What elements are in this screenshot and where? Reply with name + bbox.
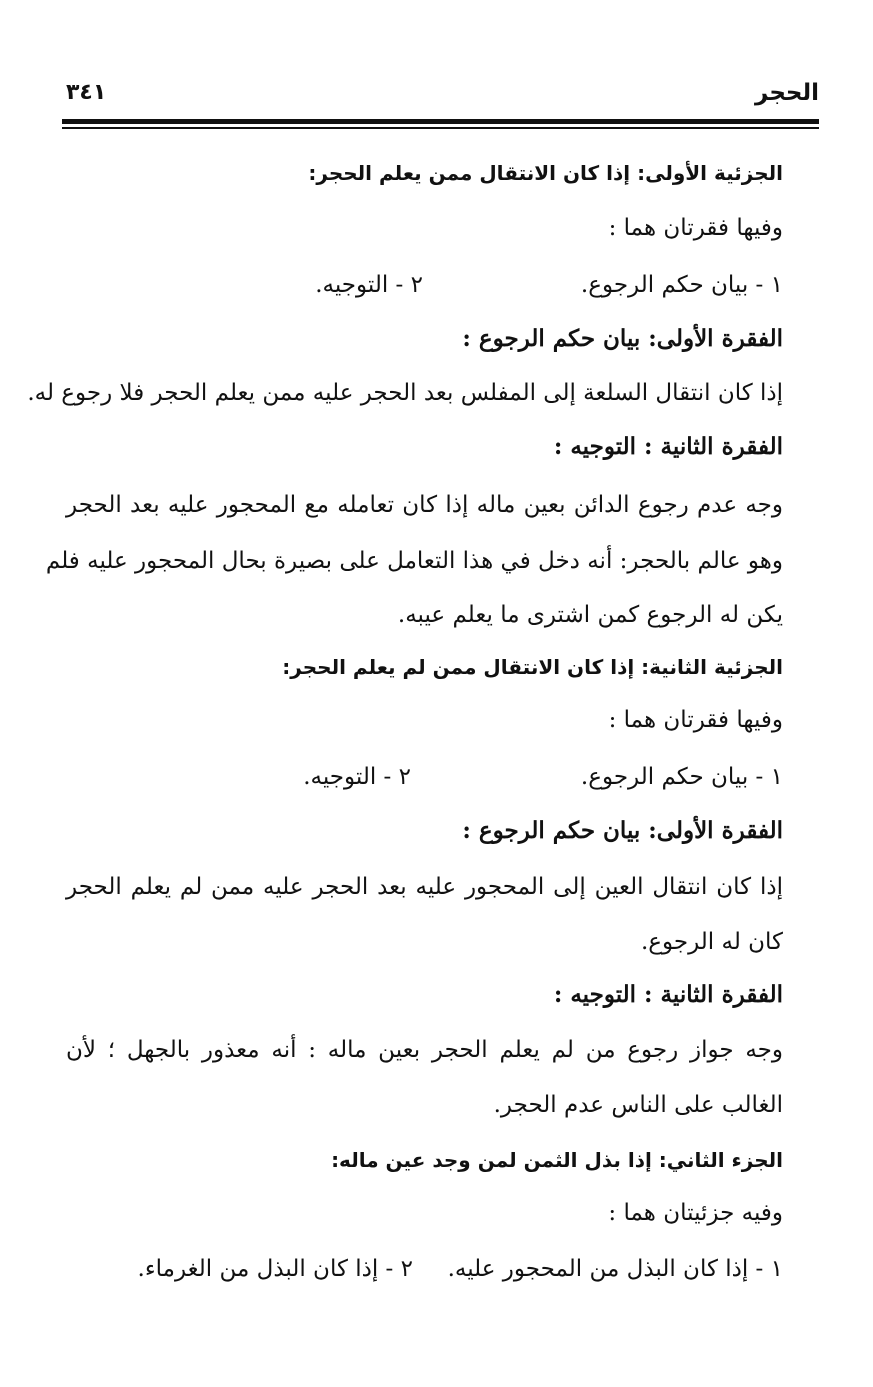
list-item-3-2: ٢ - إذا كان البذل من الغرماء. bbox=[137, 1256, 413, 1282]
list-item-1-1: ١ - بيان حكم الرجوع. bbox=[580, 272, 783, 298]
paragraph-intro-1: وفيها فقرتان هما : bbox=[608, 215, 783, 241]
paragraph-rationale-1-line-3: يكن له الرجوع كمن اشترى ما يعلم عيبه. bbox=[397, 602, 783, 628]
list-item-3-1: ١ - إذا كان البذل من المحجور عليه. bbox=[447, 1256, 783, 1282]
running-header bbox=[62, 80, 819, 110]
paragraph-rationale-2-line-1: وجه جواز رجوع من لم يعلم الحجر بعين ماله : أنه معذور بالجهل ؛ لأن bbox=[66, 1037, 783, 1063]
list-item-2-2: ٢ - التوجيه. bbox=[303, 764, 411, 790]
section-heading-first-part: الجزئية الأولى: إذا كان الانتقال ممن يعلم الحجر: bbox=[308, 161, 783, 185]
header-rule-thin bbox=[62, 127, 819, 129]
paragraph-ruling-2-line-1: إذا كان انتقال العين إلى المحجور عليه بعد الحجر عليه ممن لم يعلم الحجر bbox=[66, 874, 783, 900]
subheading-rationale-1: الفقرة الثانية : التوجيه : bbox=[553, 433, 783, 460]
subheading-ruling-2: الفقرة الأولى: بيان حكم الرجوع : bbox=[462, 817, 783, 844]
paragraph-ruling-2-line-2: كان له الرجوع. bbox=[640, 929, 783, 955]
header-rule-thick bbox=[62, 119, 819, 124]
paragraph-rationale-1-line-1: وجه عدم رجوع الدائن بعين ماله إذا كان تعامله مع المحجور عليه بعد الحجر bbox=[66, 492, 783, 518]
paragraph-ruling-1: إذا كان انتقال السلعة إلى المفلس بعد الحجر عليه ممن يعلم الحجر فلا رجوع له. bbox=[27, 380, 783, 406]
list-item-1-2: ٢ - التوجيه. bbox=[315, 272, 423, 298]
paragraph-rationale-2-line-2: الغالب على الناس عدم الحجر. bbox=[493, 1092, 783, 1118]
paragraph-intro-3: وفيه جزئيتان هما : bbox=[608, 1200, 783, 1226]
section-heading-part-two: الجزء الثاني: إذا بذل الثمن لمن وجد عين ماله: bbox=[331, 1148, 783, 1172]
paragraph-rationale-1-line-2: وهو عالم بالحجر: أنه دخل في هذا التعامل على بصيرة بحال المحجور عليه فلم bbox=[45, 548, 783, 574]
chapter-title: الحجر bbox=[755, 80, 819, 106]
subheading-ruling-1: الفقرة الأولى: بيان حكم الرجوع : bbox=[462, 325, 783, 352]
section-heading-second-part: الجزئية الثانية: إذا كان الانتقال ممن لم يعلم الحجر: bbox=[282, 655, 783, 679]
page-number: ٣٤١ bbox=[66, 80, 107, 105]
list-item-2-1: ١ - بيان حكم الرجوع. bbox=[580, 764, 783, 790]
paragraph-intro-2: وفيها فقرتان هما : bbox=[608, 707, 783, 733]
subheading-rationale-2: الفقرة الثانية : التوجيه : bbox=[553, 981, 783, 1008]
